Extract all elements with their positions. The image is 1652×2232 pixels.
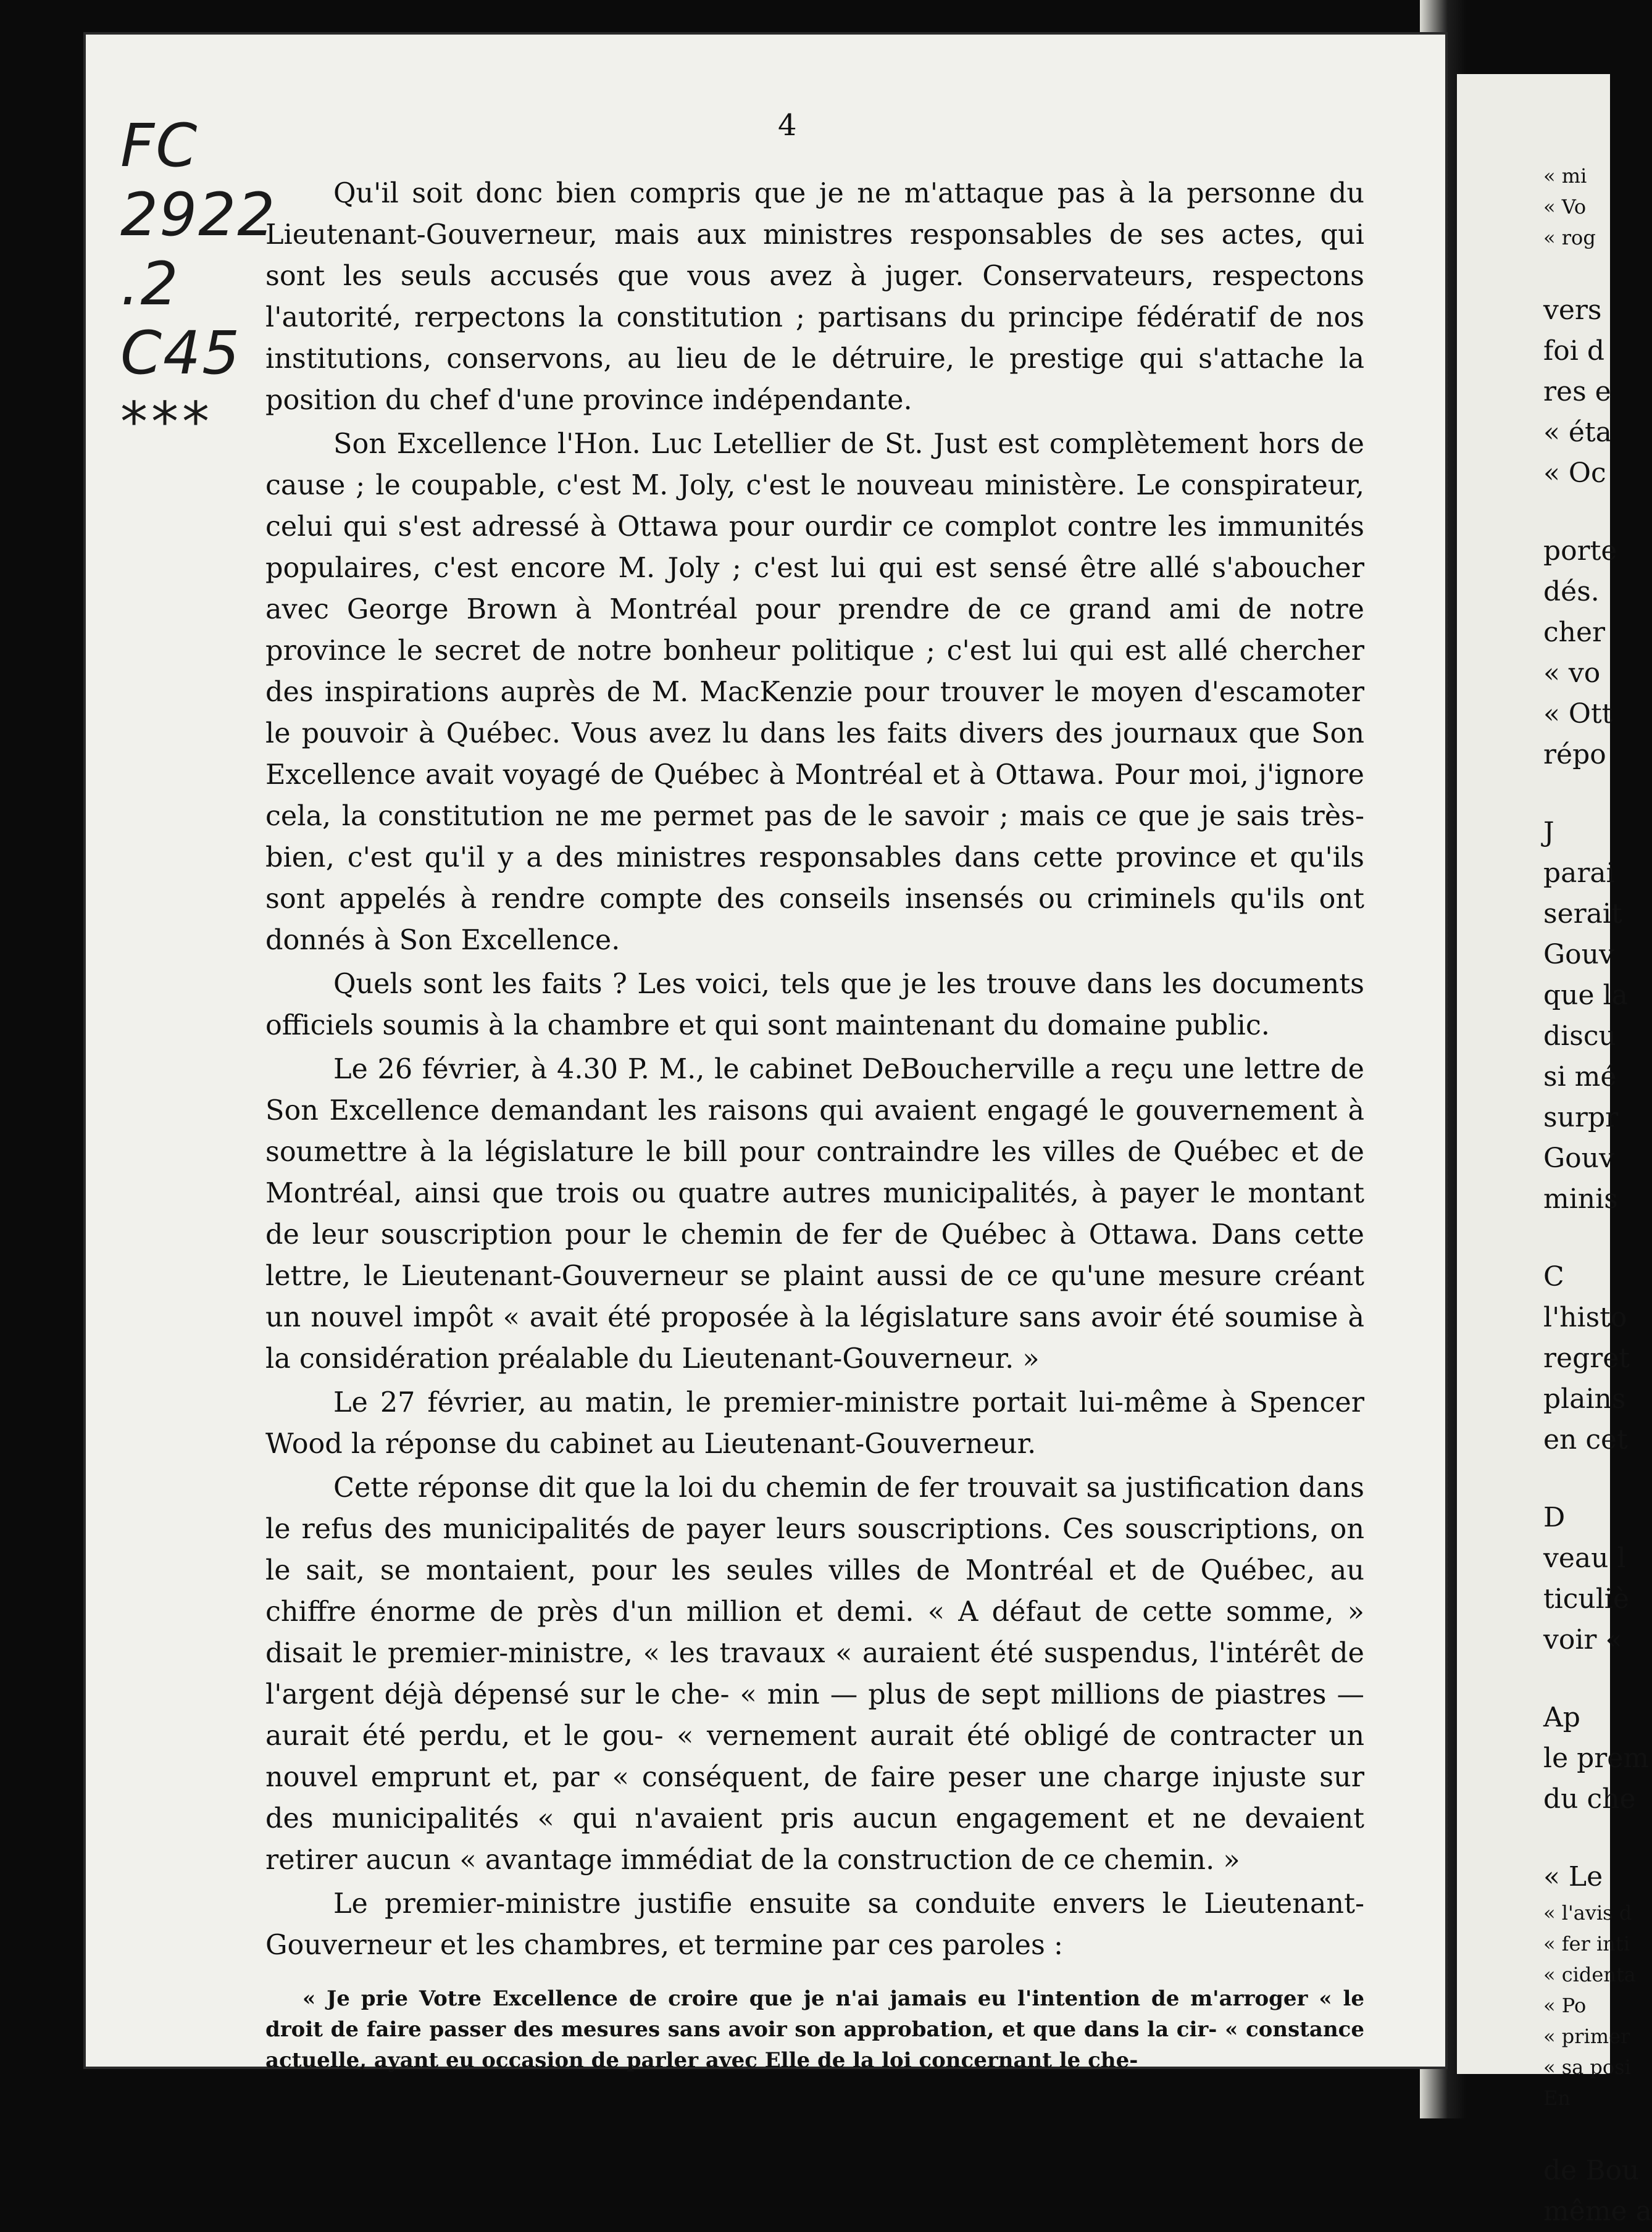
page-number: 4 — [778, 108, 797, 143]
facing-page-fragment: « primer — [1543, 2025, 1630, 2048]
facing-page-fragment: répo — [1543, 739, 1606, 770]
facing-page-fragment: le prem — [1543, 1743, 1650, 1774]
facing-page-fragment: « Po — [1543, 1994, 1587, 2017]
paragraph: Son Excellence l'Hon. Luc Letellier de St. Just est complètement hors de cause ; le coupable, c'est M. Joly, c'est le nouveau ministère. Le conspirateur, celui qui s'est adressé à Ottawa pour ourdir ce complot contre les immunités populaires, c'est encore M. Joly ; c'est lui qui est sensé être allé s'aboucher avec George Brown à Montréal pour prendre de ce grand ami de notre province le secret de notre bonheur politique ; c'est lui qui est allé chercher des inspirations auprès de M. MacKenzie pour trouver le moyen d'escamoter le pouvoir à Québec. Vous avez lu dans les faits divers des journaux que Son Excellence avait voyagé de Québec à Montréal et à Ottawa. Pour moi, j'ignore cela, la constitution ne me permet pas de le savoir ; mais ce que je sais très-bien, c'est qu'il y a des ministres responsables dans cette province et qu'ils sont appelés à rendre compte des conseils insensés ou criminels qu'ils ont donnés à Son Excellence. — [265, 428, 1364, 956]
facing-page-fragment: En — [1543, 2086, 1571, 2110]
facing-page-fragment: « Ott — [1543, 698, 1613, 730]
facing-page-fragment: surpr — [1543, 1102, 1619, 1133]
paragraph: Le 27 février, au matin, le premier-ministre portait lui-même à Spencer Wood la réponse du cabinet au Lieutenant-Gouverneur. — [265, 1387, 1364, 1460]
facing-page-fragment: Ap — [1543, 1702, 1580, 1733]
facing-page-fragment: « sa posi — [1543, 2055, 1631, 2079]
facing-page-fragment: que la — [1543, 980, 1628, 1011]
facing-page-fragment: discu — [1543, 1020, 1616, 1052]
facing-page-fragment: Gouv — [1543, 1143, 1614, 1174]
facing-page-fragment: « Oc — [1543, 457, 1606, 489]
facing-page-fragment: serait — [1543, 898, 1622, 930]
facing-page-fragment: « cidenta — [1543, 1963, 1636, 1986]
fragment-gap — [1543, 1820, 1610, 1857]
fragment-gap — [1543, 2113, 1610, 2151]
facing-page-fragment: plains — [1543, 1383, 1626, 1415]
paragraph: Le 26 février, à 4.30 P. M., le cabinet DeBoucherville a reçu une lettre de Son Excellence demandant les raisons qui avaient engagé le gouvernement à soumettre à la législature le bill pour contraindre les villes de Québec et de Montréal, ainsi que trois ou quatre autres municipalités, à payer le montant de leur souscription pour le chemin de fer de Québec à Ottawa. Dans cette lettre, le Lieutenant-Gouverneur se plaint aussi de ce qu'une mesure créant un nouvel impôt « avait été proposée à la législature sans avoir été soumise à la considération préalable du Lieutenant-Gouverneur. » — [265, 1054, 1364, 1375]
fragment-gap — [1543, 494, 1610, 531]
facing-page-fragment: dés. — [1543, 576, 1600, 607]
facing-page-fragment: vers — [1543, 294, 1602, 326]
facing-page-fragment: en cet — [1543, 1424, 1628, 1455]
call-number-line-4: *** — [120, 390, 213, 454]
facing-page-fragment: si mé — [1543, 1061, 1617, 1093]
facing-page-fragment: l'histo — [1543, 1302, 1627, 1333]
facing-page-fragment: porte — [1543, 535, 1617, 567]
main-text-column — [265, 173, 1364, 2076]
facing-page-text-fragments — [1543, 160, 1652, 2232]
facing-page-fragment: « mi — [1543, 164, 1587, 188]
facing-page-fragment: C — [1543, 1261, 1564, 1293]
facing-page-fragment: du che — [1543, 1783, 1636, 1815]
facing-page-fragment: veau l — [1543, 1543, 1626, 1574]
call-number-line-1: FC 2922 — [120, 111, 277, 249]
fragment-gap — [1543, 1460, 1610, 1497]
facing-page-fragment: « éta — [1543, 417, 1612, 448]
facing-page-fragment: même a — [1543, 2196, 1652, 2227]
paragraph: Quels sont les faits ? Les voici, tels que je les trouve dans les documents officiels soumis à la chambre et qui sont maintenant du domaine public. — [265, 968, 1364, 1041]
facing-page-fragment: regret — [1543, 1343, 1630, 1374]
fragment-gap — [1543, 775, 1610, 812]
facing-page-fragment: Gouv — [1543, 939, 1614, 970]
facing-page-fragment: « vo — [1543, 657, 1601, 689]
facing-page-fragment: de Bou — [1543, 2155, 1640, 2186]
facing-page-fragment: « Le — [1543, 1861, 1603, 1893]
facing-page-fragment: « l'avis d — [1543, 1901, 1632, 1925]
quoted-letter-excerpt: « Je prie Votre Excellence de croire que je n'ai jamais eu l'intention de m'arroger « le droit de faire passer des mesures sans avoir son approbation, et que dans la cir- « constance actuelle, ayant eu occasion de parler avec Elle de la loi concernant le che- — [265, 1986, 1364, 2073]
fragment-gap — [1543, 1660, 1610, 1697]
facing-page-fragment: foi d — [1543, 335, 1604, 367]
facing-page-fragment: « fer inti — [1543, 1932, 1630, 1955]
paragraph: Cette réponse dit que la loi du chemin de fer trouvait sa justification dans le refus des municipalités de payer leurs souscriptions. Ces souscriptions, on le sait, se montaient, pour les seules villes de Montréal et de Québec, au chiffre énorme de près d'un million et demi. « A défaut de cette somme, » disait le premier-ministre, « les travaux « auraient été suspendus, l'intérêt de l'argent déjà dépensé sur le che- « min — plus de sept millions de piastres — aurait été perdu, et le gou- « vernement aurait été obligé de contracter un nouvel emprunt et, par « conséquent, de faire peser une charge injuste sur des municipalités « qui n'avaient pris aucun engagement et ne devaient retirer aucun « avantage immédiat de la construction de ce chemin. » — [265, 1472, 1364, 1876]
facing-page-fragment: parai — [1543, 857, 1615, 889]
facing-page-fragment: ticuliè — [1543, 1583, 1629, 1615]
handwritten-call-number — [120, 111, 281, 457]
facing-page-fragment: « Vo — [1543, 195, 1587, 219]
fragment-gap — [1543, 253, 1610, 290]
facing-page-fragment: J — [1543, 817, 1554, 848]
paragraph: Le premier-ministre justifie ensuite sa conduite envers le Lieutenant-Gouverneur et les chambres, et termine par ces paroles : — [265, 1888, 1364, 1961]
facing-page-fragment: cher — [1543, 617, 1606, 648]
call-number-line-3: C45 — [120, 319, 241, 388]
call-number-line-2: .2 — [120, 249, 180, 319]
facing-page-fragment: voir « — [1543, 1624, 1622, 1655]
facing-page-fragment: « rog — [1543, 226, 1596, 249]
facing-page-fragment: D — [1543, 1502, 1566, 1533]
fragment-gap — [1543, 1220, 1610, 1257]
facing-page-fragment: res e — [1543, 376, 1611, 407]
facing-page-fragment: minis — [1543, 1183, 1618, 1215]
paragraph: Qu'il soit donc bien compris que je ne m'attaque pas à la personne du Lieutenant-Gouverneur, mais aux ministres responsables de ses actes, qui sont les seuls accusés que vous avez à juger. Conservateurs, respectons l'autorité, rerpectons la constitution ; partisans du principe fédératif de nos institutions, conservons, au lieu de le détruire, le prestige qui s'attache la position du chef d'une province indépendante. — [265, 178, 1364, 416]
